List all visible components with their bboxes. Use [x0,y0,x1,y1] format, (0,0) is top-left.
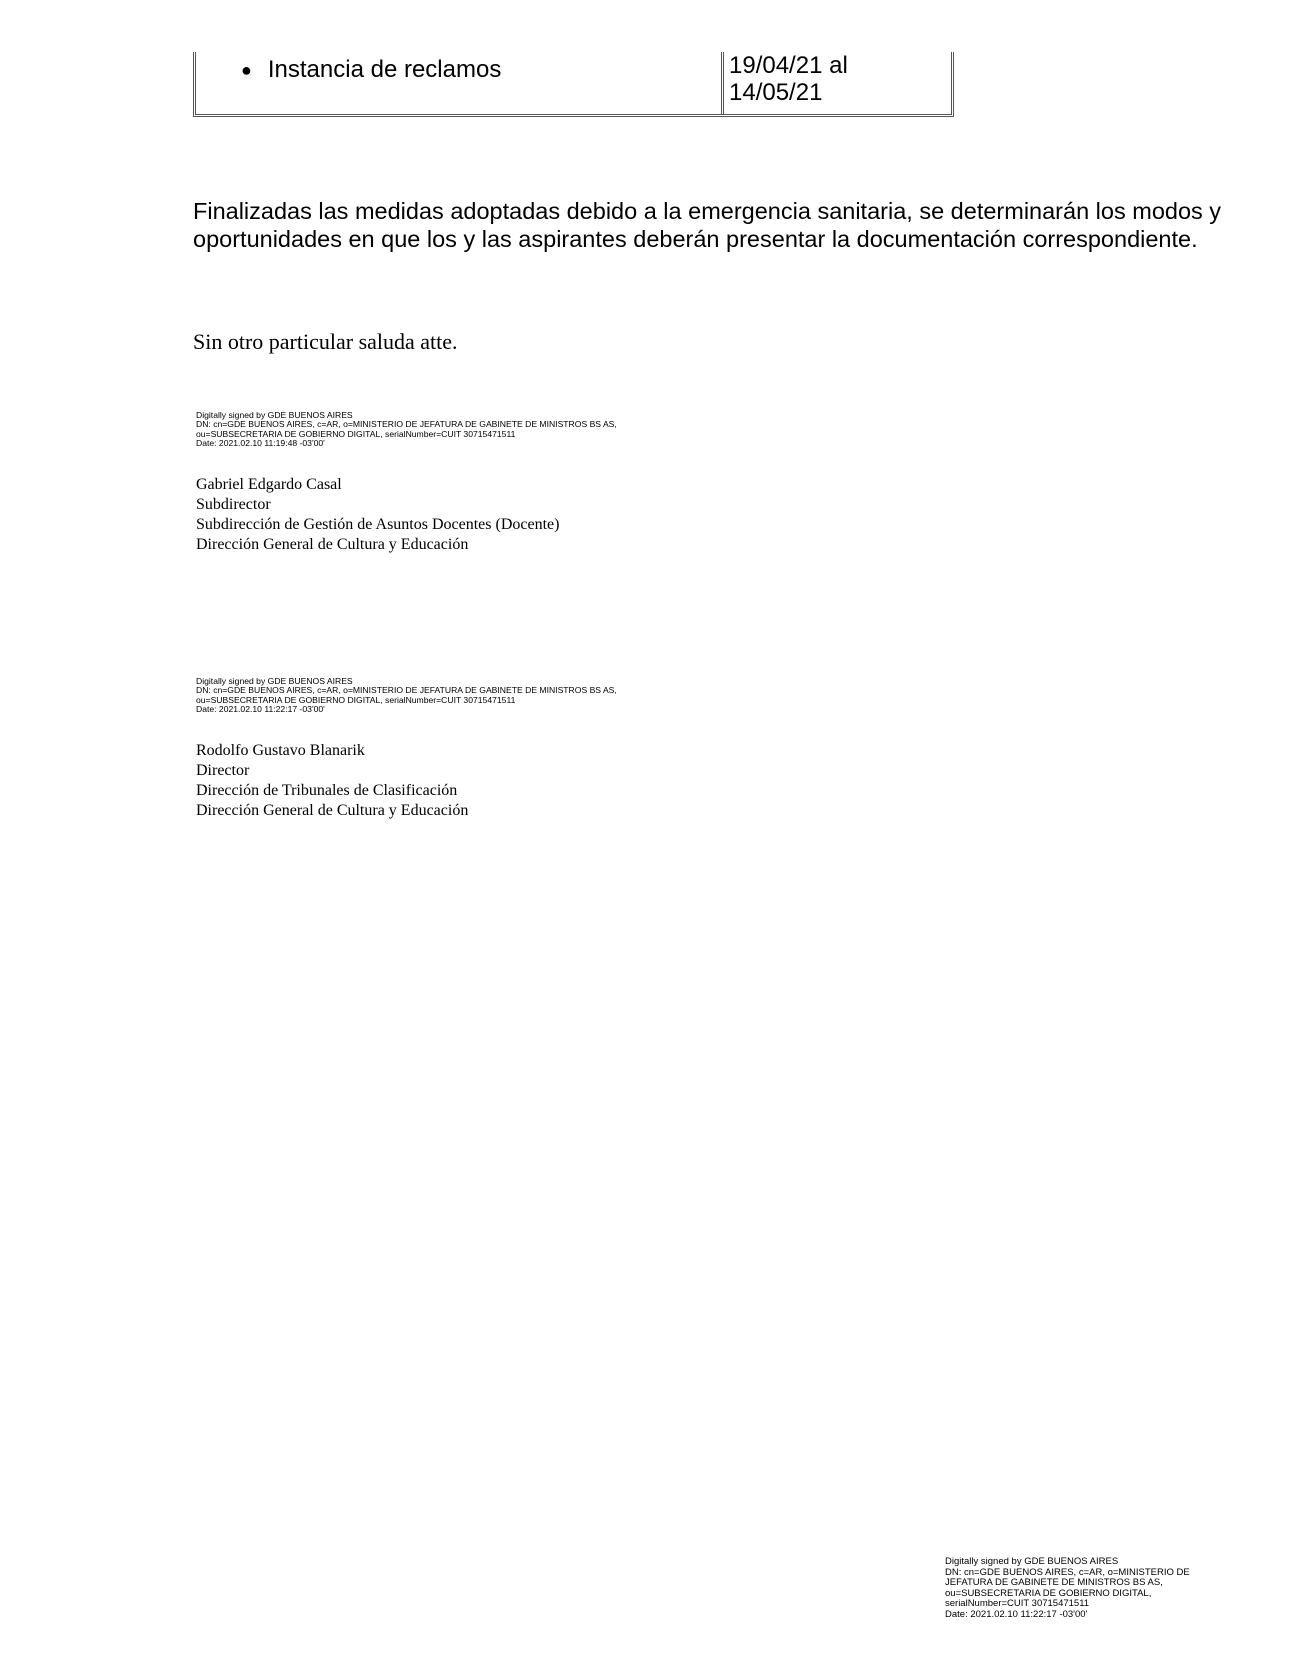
digital-signature-metadata-2 [196,677,617,714]
signatory-role: Subdirector [196,496,271,513]
footer-signature-line: JEFATURA DE GABINETE DE MINISTROS BS AS, [945,1577,1163,1589]
signatory-role: Director [196,762,250,779]
signatory-unit: Subdirección de Gestión de Asuntos Docentes (Docente) [196,516,560,533]
closing-line: Sin otro particular saluda atte. [193,329,458,354]
table-item-label: Instancia de reclamos [267,56,502,83]
signature-meta-line: ou=SUBSECRETARIA DE GOBIERNO DIGITAL, serialNumber=CUIT 30715471511 [196,694,516,705]
footer-digital-signature [945,1557,1245,1621]
signature-meta-line: Date: 2021.02.10 11:22:17 -03'00' [196,703,325,714]
signature-meta-line: Digitally signed by GDE BUENOS AIRES [196,410,353,420]
footer-signature-line: ou=SUBSECRETARIA DE GOBIERNO DIGITAL, [945,1587,1152,1599]
signature-meta-line: Date: 2021.02.10 11:19:48 -03'00' [196,437,325,448]
table-dates-line-2: 14/05/21 [729,79,823,106]
schedule-table-fragment [193,52,954,117]
footer-signature-line: serialNumber=CUIT 30715471511 [945,1598,1090,1610]
table-cell-dates [729,52,848,106]
bullet-icon: ● [241,60,252,80]
signatory-org: Dirección General de Cultura y Educación [196,802,469,819]
table-column-divider [721,52,727,114]
signature-meta-line: DN: cn=GDE BUENOS AIRES, c=AR, o=MINISTERIO DE JEFATURA DE GABINETE DE MINISTROS BS AS, [196,685,617,696]
table-dates-line-1: 19/04/21 al [729,52,848,79]
signature-meta-line: Digitally signed by GDE BUENOS AIRES [196,676,353,686]
digital-signature-metadata-1 [196,411,617,448]
table-cell-item [241,55,501,85]
signatory-name: Gabriel Edgardo Casal [196,476,342,493]
footer-signature-line: Date: 2021.02.10 11:22:17 -03'00' [945,1608,1088,1620]
signature-meta-line: ou=SUBSECRETARIA DE GOBIERNO DIGITAL, serialNumber=CUIT 30715471511 [196,428,516,439]
signatory-unit: Dirección de Tribunales de Clasificación [196,782,458,799]
body-paragraph: Finalizadas las medidas adoptadas debido a la emergencia sanitaria, se determinarán los modos y oportunidades en que los y las aspirantes deberán presentar la documentación correspondiente. [193,198,1222,252]
footer-signature-line: DN: cn=GDE BUENOS AIRES, c=AR, o=MINISTERIO DE [945,1566,1190,1578]
signatory-name: Rodolfo Gustavo Blanarik [196,742,365,759]
signatory-org: Dirección General de Cultura y Educación [196,536,469,553]
signatory-block-2 [196,741,468,821]
footer-signature-line: Digitally signed by GDE BUENOS AIRES [945,1556,1119,1567]
signatory-block-1 [196,475,559,555]
signature-meta-line: DN: cn=GDE BUENOS AIRES, c=AR, o=MINISTERIO DE JEFATURA DE GABINETE DE MINISTROS BS AS, [196,419,617,430]
